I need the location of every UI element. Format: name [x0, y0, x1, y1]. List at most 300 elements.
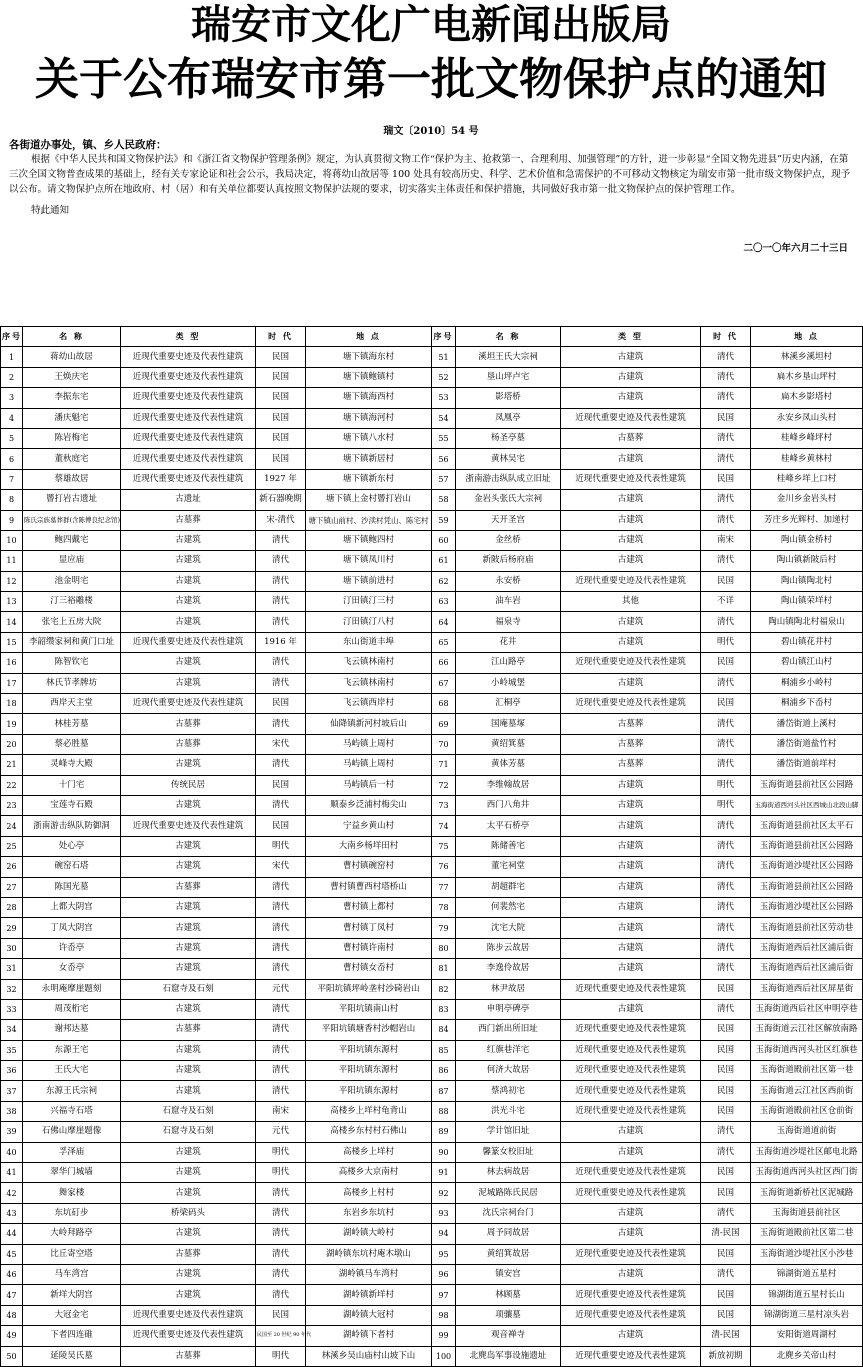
table-row [1, 1101, 863, 1121]
table-cell: 马屿镇上周村 [306, 734, 432, 754]
table-cell: 显应庙 [23, 551, 121, 571]
table-cell: 97 [432, 1285, 456, 1305]
table-cell: 塘下镇上金村罾打岩山 [306, 490, 432, 510]
table-cell: 石窟寺及石刻 [121, 979, 256, 999]
table-row [1, 1122, 863, 1142]
table-cell: 民国至 20 世纪 90 年代 [256, 1326, 306, 1346]
table-cell: 石窟寺及石刻 [121, 1101, 256, 1121]
table-cell: 民国 [256, 367, 306, 387]
column-header: 地 点 [751, 327, 863, 347]
table-cell: 民国 [701, 408, 751, 428]
table-cell: 近现代重要史迹及代表性建筑 [561, 469, 701, 489]
table-cell: 观音禅寺 [456, 1326, 561, 1346]
table-cell: 69 [432, 714, 456, 734]
table-cell: 古建筑 [561, 1264, 701, 1284]
table-cell: 玉海街道沙堤社区公园路 [751, 857, 863, 877]
table-cell: 55 [432, 428, 456, 448]
column-header: 序号 [1, 327, 23, 347]
table-cell: 塘下镇新居村 [306, 449, 432, 469]
table-cell: 林溪乡溪坦村 [751, 347, 863, 367]
table-cell: 沈宅大院 [456, 918, 561, 938]
table-cell: 古建筑 [121, 836, 256, 856]
table-cell: 芳庄乡光辉村、加递村 [751, 510, 863, 530]
table-cell: 63 [432, 592, 456, 612]
table-cell: 近现代重要史迹及代表性建筑 [121, 816, 256, 836]
table-cell: 玉海街道沙堤社区邮电北路 [751, 1142, 863, 1162]
table-cell: 处心亭 [23, 836, 121, 856]
table-cell: 陶山镇金桥村 [751, 530, 863, 550]
table-cell: 塘下镇海西村 [306, 388, 432, 408]
table-cell: 民国 [701, 1244, 751, 1264]
table-cell: 西岸天主堂 [23, 694, 121, 714]
table-row [1, 795, 863, 815]
table-cell: 古建筑 [561, 877, 701, 897]
table-cell: 100 [432, 1346, 456, 1366]
table-cell: 古建筑 [561, 775, 701, 795]
table-cell: 90 [432, 1142, 456, 1162]
table-cell: 43 [1, 1203, 23, 1223]
table-cell: 古建筑 [121, 1285, 256, 1305]
table-cell: 古墓葬 [561, 734, 701, 754]
table-cell: 70 [432, 734, 456, 754]
table-cell: 42 [1, 1183, 23, 1203]
table-cell: 湖岭镇马车湾村 [306, 1264, 432, 1284]
table-cell: 浙南游击纵队成立旧址 [456, 469, 561, 489]
table-row [1, 775, 863, 795]
table-cell: 小岭城堡 [456, 673, 561, 693]
table-cell: 陈步云故居 [456, 938, 561, 958]
table-cell: 宝莲寺石殿 [23, 795, 121, 815]
table-cell: 清代 [701, 1122, 751, 1142]
table-cell: 民国 [256, 449, 306, 469]
heritage-table [0, 326, 863, 1367]
table-cell: 清代 [256, 1040, 306, 1060]
table-cell: 汀田镇汀三村 [306, 592, 432, 612]
table-cell: 清代 [701, 367, 751, 387]
table-cell: 林桂芳墓 [23, 714, 121, 734]
table-cell: 陶山镇新陂后村 [751, 551, 863, 571]
table-cell: 明代 [701, 795, 751, 815]
table-row [1, 1203, 863, 1223]
table-cell: 明代 [701, 632, 751, 652]
table-cell: 曹村镇许南村 [306, 938, 432, 958]
table-cell: 新垟大阴宫 [23, 1285, 121, 1305]
table-cell: 桐浦乡下岙村 [751, 694, 863, 714]
table-cell: 47 [1, 1285, 23, 1305]
table-cell: 古建筑 [561, 1326, 701, 1346]
table-cell: 金丝桥 [456, 530, 561, 550]
table-cell: 清代 [701, 714, 751, 734]
table-cell: 李振东宅 [23, 388, 121, 408]
table-row [1, 612, 863, 632]
table-cell: 57 [432, 469, 456, 489]
table-cell: 古建筑 [121, 938, 256, 958]
table-cell: 浙南游击纵队防御洞 [23, 816, 121, 836]
table-cell: 古建筑 [121, 612, 256, 632]
table-cell: 塘下镇海河村 [306, 408, 432, 428]
table-cell: 74 [432, 816, 456, 836]
table-cell: 古建筑 [561, 1122, 701, 1142]
table-cell: 玉海街道西后社区屏星街 [751, 979, 863, 999]
table-cell: 陶山镇陶北村 [751, 571, 863, 591]
table-cell: 古建筑 [121, 571, 256, 591]
table-cell: 89 [432, 1122, 456, 1142]
table-cell: 99 [432, 1326, 456, 1346]
table-cell: 96 [432, 1264, 456, 1284]
table-cell: 湖岭镇大冠村 [306, 1305, 432, 1325]
table-cell: 新陂后杨府庙 [456, 551, 561, 571]
table-cell: 西门八角井 [456, 795, 561, 815]
table-cell: 59 [432, 510, 456, 530]
table-cell: 塘下镇山前村、沙渎村凭山、陈宅村 [306, 510, 432, 530]
table-cell: 宋代 [256, 734, 306, 754]
table-cell: 62 [432, 571, 456, 591]
table-cell: 近现代重要史迹及代表性建筑 [561, 408, 701, 428]
table-cell: 古建筑 [121, 1183, 256, 1203]
table-cell: 明代 [256, 1346, 306, 1366]
table-cell: 宋代 [256, 857, 306, 877]
table-cell: 董秋庭宅 [23, 449, 121, 469]
table-cell: 75 [432, 836, 456, 856]
table-cell: 近现代重要史迹及代表性建筑 [561, 1244, 701, 1264]
table-cell: 清代 [701, 938, 751, 958]
table-cell: 陶山镇荣垟村 [751, 592, 863, 612]
table-cell: 国庵墓塚 [456, 714, 561, 734]
table-cell: 孚泽庙 [23, 1142, 121, 1162]
table-cell: 舞家楼 [23, 1183, 121, 1203]
table-cell: 潘岱街道盐竹村 [751, 734, 863, 754]
table-cell: 古墓葬 [121, 1020, 256, 1040]
table-cell: 37 [1, 1081, 23, 1101]
table-cell: 清代 [701, 1264, 751, 1284]
table-cell: 玉海街道西后社区申明亭巷 [751, 999, 863, 1019]
table-cell: 潘岱街道前垟村 [751, 755, 863, 775]
table-cell: 清代 [701, 347, 751, 367]
table-row [1, 530, 863, 550]
table-row [1, 551, 863, 571]
table-row [1, 938, 863, 958]
table-cell: 81 [432, 959, 456, 979]
table-cell: 周予同故居 [456, 1224, 561, 1244]
table-cell: 24 [1, 816, 23, 836]
table-cell: 塘下镇前进村 [306, 571, 432, 591]
table-cell: 近现代重要史迹及代表性建筑 [121, 428, 256, 448]
table-cell: 清代 [701, 428, 751, 448]
table-cell: 68 [432, 694, 456, 714]
table-cell: 顺泰乡泛浦村梅尖山 [306, 795, 432, 815]
table-cell: 60 [432, 530, 456, 550]
table-cell: 清代 [701, 959, 751, 979]
table-cell: 古建筑 [121, 551, 256, 571]
table-cell: 太平石桥亭 [456, 816, 561, 836]
table-cell: 古建筑 [561, 897, 701, 917]
table-cell: 高楼乡上垟村 [306, 1142, 432, 1162]
table-cell: 宁益乡黄山村 [306, 816, 432, 836]
table-cell: 87 [432, 1081, 456, 1101]
table-cell: 清代 [256, 592, 306, 612]
table-cell: 88 [432, 1101, 456, 1121]
table-cell: 曹村镇丁凤村 [306, 918, 432, 938]
table-cell: 元代 [256, 1122, 306, 1142]
table-row [1, 734, 863, 754]
table-cell: 马车湾宫 [23, 1264, 121, 1284]
table-cell: 民国 [701, 1061, 751, 1081]
table-cell: 曹村镇曹西村塔桥山 [306, 877, 432, 897]
table-cell: 25 [1, 836, 23, 856]
table-cell: 民国 [701, 1183, 751, 1203]
table-cell: 胡超群宅 [456, 877, 561, 897]
table-cell: 93 [432, 1203, 456, 1223]
table-cell: 71 [432, 755, 456, 775]
table-cell: 高楼乡大京南村 [306, 1163, 432, 1183]
table-cell: 古建筑 [561, 612, 701, 632]
table-cell: 江山路亭 [456, 653, 561, 673]
table-cell: 安阳街道周湖村 [751, 1326, 863, 1346]
table-cell: 23 [1, 795, 23, 815]
table-cell: 32 [1, 979, 23, 999]
table-cell: 池金明宅 [23, 571, 121, 591]
table-cell: 清代 [701, 857, 751, 877]
table-row [1, 1305, 863, 1325]
table-cell: 丁凤大阴宫 [23, 918, 121, 938]
table-cell: 清代 [701, 388, 751, 408]
table-cell: 72 [432, 775, 456, 795]
table-cell: 古建筑 [121, 1264, 256, 1284]
table-row [1, 347, 863, 367]
table-cell: 玉海街道县前社区 [751, 1203, 863, 1223]
table-cell: 67 [432, 673, 456, 693]
table-cell: 玉海街道县前社区劳动巷 [751, 918, 863, 938]
table-cell: 94 [432, 1224, 456, 1244]
table-cell: 周茂桁宅 [23, 999, 121, 1019]
table-cell: 9 [1, 510, 23, 530]
table-row [1, 510, 863, 530]
table-cell: 李逸伶故居 [456, 959, 561, 979]
table-cell: 西门新出所旧址 [456, 1020, 561, 1040]
table-cell: 61 [432, 551, 456, 571]
table-cell: 古墓葬 [121, 877, 256, 897]
table-row [1, 571, 863, 591]
table-row [1, 1020, 863, 1040]
table-cell: 清代 [701, 897, 751, 917]
table-cell: 东岩乡东坑村 [306, 1203, 432, 1223]
table-cell: 溪坦王氏大宗祠 [456, 347, 561, 367]
table-cell: 76 [432, 857, 456, 877]
table-cell: 清代 [256, 1203, 306, 1223]
table-cell: 鲍四戴宅 [23, 530, 121, 550]
table-cell: 曹村镇女岙村 [306, 959, 432, 979]
table-cell: 民国 [701, 979, 751, 999]
table-cell: 近现代重要史迹及代表性建筑 [561, 1183, 701, 1203]
table-cell: 塘下镇鲍四村 [306, 530, 432, 550]
table-cell: 玉海街道云江社区解放南路 [751, 1020, 863, 1040]
table-cell: 花井 [456, 632, 561, 652]
table-cell: 洪光斗宅 [456, 1101, 561, 1121]
column-header: 时 代 [256, 327, 306, 347]
table-cell: 古建筑 [121, 1142, 256, 1162]
table-cell: 清代 [701, 836, 751, 856]
table-row [1, 1244, 863, 1264]
table-cell: 36 [1, 1061, 23, 1081]
table-cell: 潘庆魁宅 [23, 408, 121, 428]
table-cell: 明代 [256, 836, 306, 856]
table-cell: 民国 [701, 653, 751, 673]
table-cell: 清代 [256, 795, 306, 815]
table-cell: 近现代重要史迹及代表性建筑 [561, 694, 701, 714]
table-cell: 古墓葬 [561, 755, 701, 775]
table-cell: 玉海街道西河头社区红旗巷 [751, 1040, 863, 1060]
table-cell: 永安乡凤山头村 [751, 408, 863, 428]
table-row [1, 959, 863, 979]
table-cell: 古建筑 [121, 999, 256, 1019]
table-cell: 5 [1, 428, 23, 448]
table-cell: 民国 [701, 1020, 751, 1040]
table-cell: 古墓葬 [121, 510, 256, 530]
table-cell: 黄体芳墓 [456, 755, 561, 775]
table-cell: 近现代重要史迹及代表性建筑 [121, 408, 256, 428]
table-cell: 古建筑 [561, 530, 701, 550]
column-header: 名 称 [23, 327, 121, 347]
table-cell: 古建筑 [121, 1040, 256, 1060]
table-cell: 飞云镇西岸村 [306, 694, 432, 714]
table-row [1, 1264, 863, 1284]
table-cell: 80 [432, 938, 456, 958]
table-cell: 民国 [256, 1305, 306, 1325]
table-cell: 清代 [701, 1203, 751, 1223]
table-cell: 金川乡金岩头村 [751, 490, 863, 510]
table-cell: 下者四连碓 [23, 1326, 121, 1346]
table-cell: 清代 [701, 816, 751, 836]
issue-date: 二〇一〇年六月二十三日 [743, 243, 848, 254]
table-row [1, 918, 863, 938]
table-cell: 清代 [701, 673, 751, 693]
table-cell: 永明庵摩崖题刻 [23, 979, 121, 999]
table-cell: 影塔桥 [456, 388, 561, 408]
table-row [1, 592, 863, 612]
table-cell: 罾打岩古遗址 [23, 490, 121, 510]
table-cell: 仙降镇新河村坡后山 [306, 714, 432, 734]
table-cell: 54 [432, 408, 456, 428]
table-row [1, 449, 863, 469]
table-cell: 汇桐亭 [456, 694, 561, 714]
table-cell: 64 [432, 612, 456, 632]
table-cell: 女岙亭 [23, 959, 121, 979]
table-cell: 碧山镇江山村 [751, 653, 863, 673]
table-cell: 1927 年 [256, 469, 306, 489]
table-cell: 东坑矴步 [23, 1203, 121, 1223]
table-row [1, 653, 863, 673]
table-cell: 7 [1, 469, 23, 489]
table-cell: 8 [1, 490, 23, 510]
table-row [1, 755, 863, 775]
table-cell: 民国 [256, 347, 306, 367]
table-cell: 6 [1, 449, 23, 469]
table-row [1, 897, 863, 917]
table-cell: 近现代重要史迹及代表性建筑 [561, 1081, 701, 1101]
table-cell: 73 [432, 795, 456, 815]
table-cell: 近现代重要史迹及代表性建筑 [561, 1101, 701, 1121]
table-cell: 4 [1, 408, 23, 428]
table-cell: 大冠金宅 [23, 1305, 121, 1325]
table-cell: 92 [432, 1183, 456, 1203]
table-cell: 清代 [256, 999, 306, 1019]
table-cell: 民国 [256, 775, 306, 795]
table-cell: 清代 [256, 612, 306, 632]
table-cell: 湖岭镇下者村 [306, 1326, 432, 1346]
table-cell: 垦山坪卢宅 [456, 367, 561, 387]
table-cell: 扁木乡影塔村 [751, 388, 863, 408]
table-cell: 近现代重要史迹及代表性建筑 [121, 388, 256, 408]
table-cell: 塘下镇凤川村 [306, 551, 432, 571]
table-cell: 玉海街道西后社区浦后街 [751, 959, 863, 979]
table-cell: 林顾墓 [456, 1285, 561, 1305]
table-cell: 清代 [256, 1183, 306, 1203]
table-cell: 玉海街道西河头社区西门街 [751, 1163, 863, 1183]
table-cell: 34 [1, 1020, 23, 1040]
column-header: 类 型 [561, 327, 701, 347]
table-cell: 31 [1, 959, 23, 979]
table-row [1, 836, 863, 856]
document-number: 瑞文〔2010〕54 号 [383, 126, 479, 137]
table-cell: 高楼乡上垟村龟背山 [306, 1101, 432, 1121]
body-paragraph: 根据《中华人民共和国文物保护法》和《浙江省文物保护管理条例》规定，为认真贯彻文物工作“保护为主、抢救第一、合理利用、加强管理”的方针，进一步彰显“全国文物先进县”历史内涵，在第三次全国文物普查成果的基础上，经有关专家论证和社会公示，我局决定，将蒋幼山故居等 100 处具有较高历史、科学、艺术价值和急需保护的不可移动文物核定为瑞安市第一批市级文物保护点，现予以公布。请文物保护点所在地政府、村（居）和有关单位都要认真按照文物保护法规的要求，切实落实主体责任和保护措施，共同做好我市第一批文物保护点的保护管理工作。 [9, 154, 851, 195]
table-cell: 78 [432, 897, 456, 917]
table-cell: 古建筑 [561, 388, 701, 408]
table-cell: 蒋幼山故居 [23, 347, 121, 367]
table-cell: 古建筑 [561, 632, 701, 652]
table-cell: 清代 [701, 612, 751, 632]
table-cell: 陶山镇陶北村福泉山 [751, 612, 863, 632]
table-cell: 十门宅 [23, 775, 121, 795]
table-cell: 古墓葬 [121, 1346, 256, 1366]
table-cell: 明代 [256, 1163, 306, 1183]
table-cell: 李维翰故居 [456, 775, 561, 795]
table-cell: 48 [1, 1305, 23, 1325]
table-cell: 民国 [701, 1101, 751, 1121]
table-cell: 近现代重要史迹及代表性建筑 [121, 469, 256, 489]
table-cell: 98 [432, 1305, 456, 1325]
table-cell: 10 [1, 530, 23, 550]
table-cell: 50 [1, 1346, 23, 1366]
table-cell: 陈储善宅 [456, 836, 561, 856]
table-cell: 董宅祠堂 [456, 857, 561, 877]
table-cell: 民国 [701, 1305, 751, 1325]
table-cell: 石窟寺及石刻 [121, 1122, 256, 1142]
table-cell: 东源王氏宗祠 [23, 1081, 121, 1101]
table-cell: 南宋 [701, 530, 751, 550]
table-cell: 玉海街道殿前社区仓前街 [751, 1101, 863, 1121]
table-row [1, 877, 863, 897]
table-cell: 塘下镇海东村 [306, 347, 432, 367]
table-cell: 民国 [256, 816, 306, 836]
table-cell: 碗窑石塔 [23, 857, 121, 877]
table-cell: 清代 [701, 755, 751, 775]
table-cell: 清代 [256, 1081, 306, 1101]
table-cell: 40 [1, 1142, 23, 1162]
table-cell: 古建筑 [121, 795, 256, 815]
table-cell: 古建筑 [561, 673, 701, 693]
table-cell: 近现代重要史迹及代表性建筑 [561, 1061, 701, 1081]
table-row [1, 632, 863, 652]
table-cell: 古建筑 [121, 1224, 256, 1244]
table-cell: 塘下镇八水村 [306, 428, 432, 448]
table-cell: 清代 [256, 551, 306, 571]
table-cell: 古墓葬 [561, 428, 701, 448]
table-cell: 平阳坑镇东源村 [306, 1040, 432, 1060]
table-cell: 桂峰乡垟上口村 [751, 469, 863, 489]
table-cell: 古建筑 [121, 653, 256, 673]
table-cell: 古建筑 [561, 959, 701, 979]
